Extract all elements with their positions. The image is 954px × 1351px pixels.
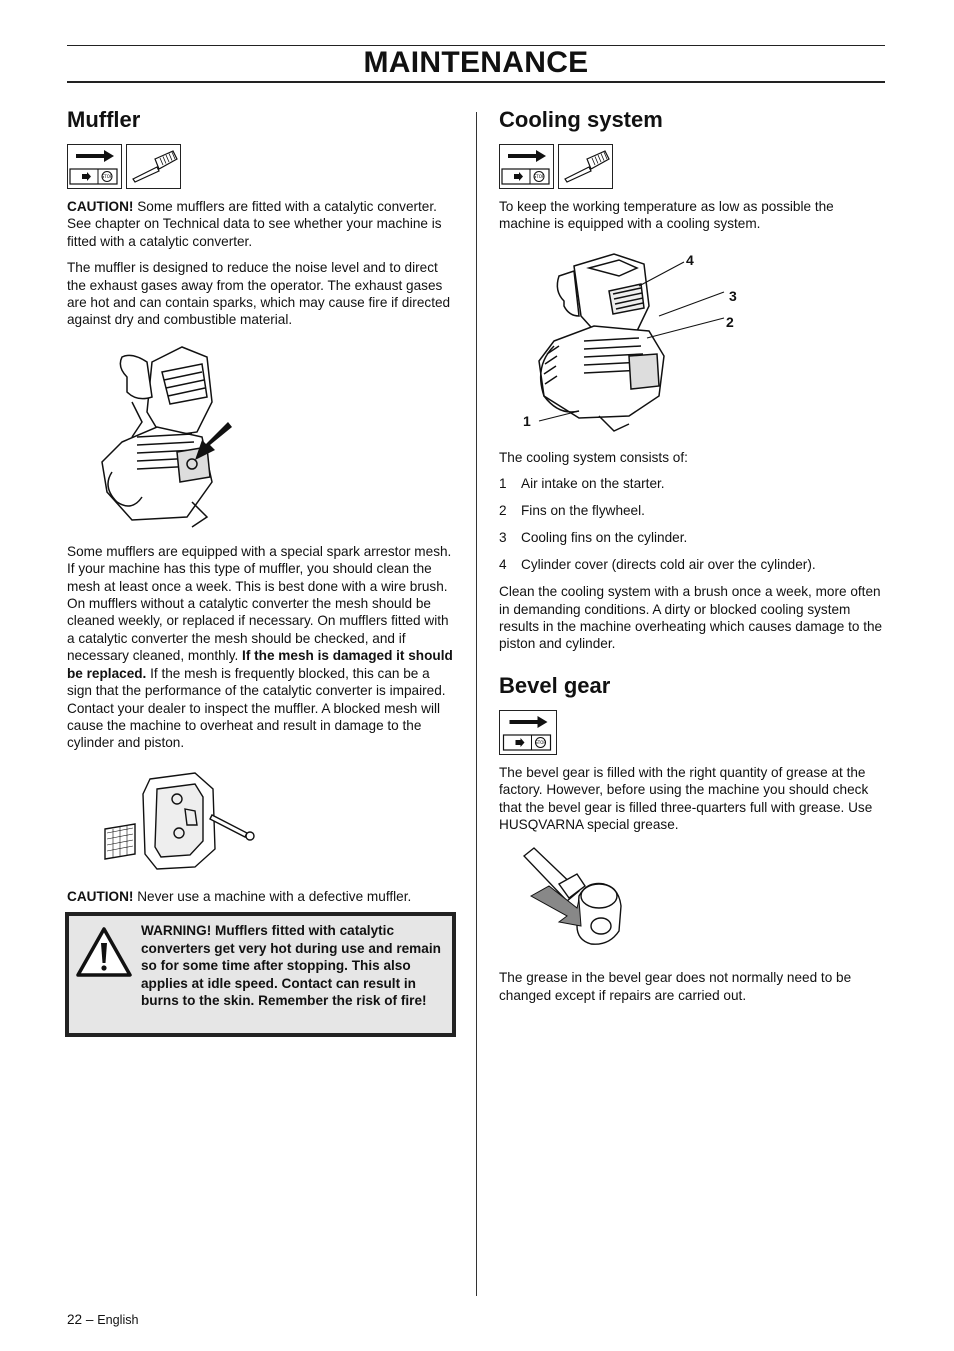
footer-language: English [97,1313,139,1327]
muffler-heading: Muffler [67,107,141,132]
warning-text: WARNING! Mufflers fitted with catalytic converters get very hot during use and remain so for some time after stopping. This also applies at idle speed. Contact can result in burns to the skin. Remember the risk of fire! [141,923,441,1009]
wire-brush-icon [558,144,613,189]
bevel-paragraph-2: The grease in the bevel gear does not normally need to be changed except if repairs are carried out. [499,970,852,1003]
wire-brush-icon [126,144,181,189]
cooling-intro: To keep the working temperature as low as possible the machine is equipped with a cooling system. [499,199,834,232]
muffler-engine-illustration [67,338,455,530]
stop-icon-label: STOP [101,174,113,179]
bevel-gear-illustration [499,842,885,960]
page-number: 22 [67,1312,83,1327]
stop-icon-label: STOP [533,174,545,179]
muffler-paragraph-1: The muffler is designed to reduce the noise level and to direct the exhaust gases away from the operator. The exhaust gases are hot and can contain sparks, which may cause fire if directed against dry and combustible material. [67,260,451,328]
muffler-paragraph-2: Some mufflers are equipped with a special spark arrestor mesh. If your machine has this type of muffler, you should clean the mesh at least once a week. This is best done with a wire brush. On mufflers without a catalytic converter the mesh should be cleaned weekly, or replaced if necessary. On mufflers fitted with a catalytic converter the mesh should be checked, and if necessary cleaned, monthly. If the mesh is damaged it should be replaced. If the mesh is frequently blocked, this can be a sign that the performance of the catalytic converter is impaired. Contact your dealer to inspect the muffler. A blocked mesh will cause the machine to overheat and result in damage to the cylinder and piston. [67,543,453,751]
warning-box [65,912,456,1037]
stop-icon-label: STOP [535,739,546,745]
page-title: MAINTENANCE [363,46,589,79]
muffler-icon-row [67,144,455,189]
cooling-consists: The cooling system consists of: [499,449,688,465]
bevel-paragraph-1: The bevel gear is filled with the right quantity of grease at the factory. However, before using the machine you should check that the bevel gear is filled three-quarters full with grease. Use HUSQVARNA special grease. [499,764,873,833]
cooling-icon-row [499,144,885,189]
bevel-heading: Bevel gear [499,672,611,698]
right-column [499,105,885,1013]
cooling-callout-3: 3 [729,287,737,304]
cooling-callout-2: 2 [726,313,734,330]
cooling-callout-4: 4 [686,251,694,268]
stop-engine-icon [499,710,557,755]
muffler-caution-2: CAUTION! Never use a machine with a defective muffler. [67,888,412,904]
page-footer: 22 – English [67,1312,139,1327]
muffler-section [67,105,455,914]
cooling-system-illustration [499,242,885,440]
list-item: 1 Air intake on the starter. [499,476,665,492]
column-divider [476,112,477,1296]
stop-engine-icon [499,144,554,189]
list-item: 2 Fins on the flywheel. [499,503,645,519]
stop-engine-icon [67,144,122,189]
cooling-heading: Cooling system [499,107,663,132]
bevel-icon-row [499,710,885,755]
list-item: 4 Cylinder cover (directs cold air over the cylinder). [499,557,816,573]
cooling-callout-1: 1 [523,412,531,429]
cooling-clean-paragraph: Clean the cooling system with a brush once a week, more often in demanding conditions. A dirty or blocked cooling system results in the machine overheating which causes damage to the piston and cylinder. [499,584,883,652]
muffler-caution-1: CAUTION! Some mufflers are fitted with a catalytic converter. See chapter on Technical data to see whether your machine is fitted with a catalytic converter. [67,199,442,249]
warning-triangle-icon [75,926,133,978]
list-item: 3 Cooling fins on the cylinder. [499,530,688,546]
spark-arrestor-illustration [67,761,455,879]
header-rule-bottom [67,81,885,83]
